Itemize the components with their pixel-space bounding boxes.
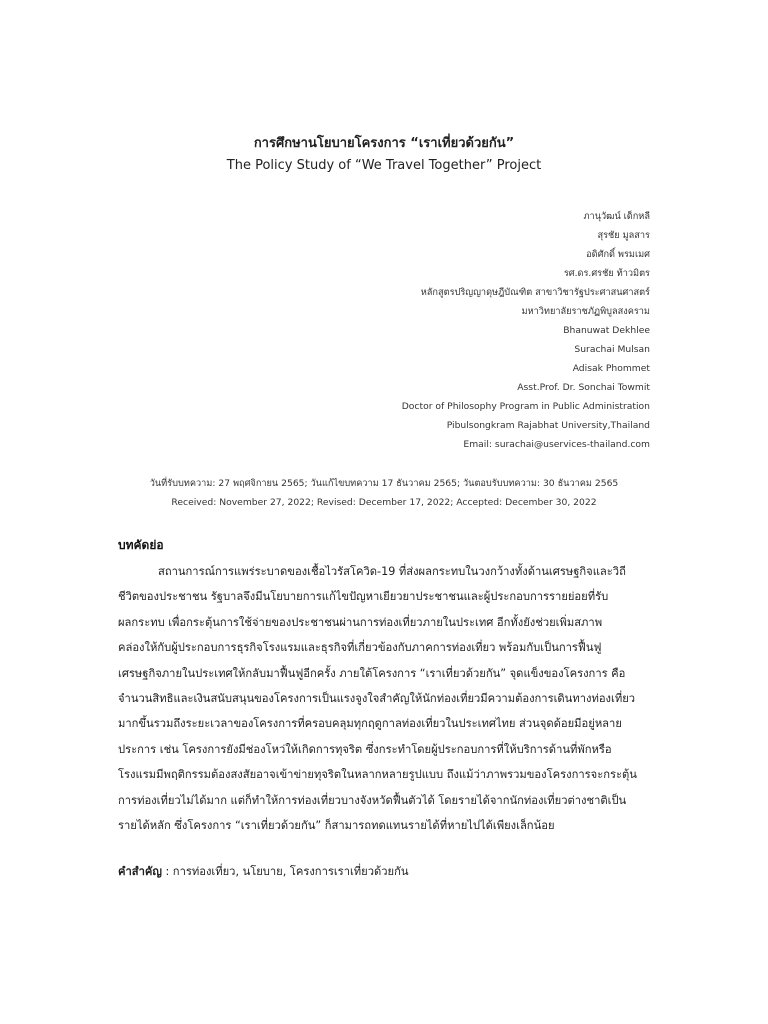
author-line: Asst.Prof. Dr. Sonchai Towmit [517,382,650,393]
author-line: Adisak Phommet [572,363,650,374]
dates-block [0,474,768,512]
abstract-body [118,559,652,838]
author-email: Email: surachai@uservices-thailand.com [463,439,650,450]
dates-thai: วันที่รับบทความ: 27 พฤศจิกายน 2565; วันแก้ไขบทความ 17 ธันวาคม 2565; วันตอบรับบทความ: 30 ธันวาคม 2565 [149,478,619,489]
keywords-label: คำสำคัญ [118,865,162,878]
author-line: Bhanuwat Dekhlee [563,325,650,336]
abstract-line: ผลกระทบ เพื่อกระตุ้นการใช้จ่ายของประชาชนผ่านการท่องเที่ยวภายในประเทศ อีกทั้งยังช่วยเพิ่มสภาพ [118,615,603,629]
affiliation-line: Doctor of Philosophy Program in Public Administration [401,401,650,412]
abstract-line: ประการ เช่น โครงการยังมีช่องโหว่ให้เกิดการทุจริต ซึ่งกระทำโดยผู้ประกอบการที่ให้บริการด้านที่พักหรือ [118,742,612,756]
abstract-line: เศรษฐกิจภายในประเทศให้กลับมาฟื้นฟูอีกครั้ง ภายใต้โครงการ “เราเที่ยวด้วยกัน” จุดแข็งของโครงการ คือ [118,666,626,680]
keywords-separator: : [161,865,173,878]
abstract-line: ชีวิตของประชาชน รัฐบาลจึงมีนโยบายการแก้ไขปัญหาเยียวยาประชาชนและผู้ประกอบการรายย่อยที่รับ [118,590,609,604]
title-thai: การศึกษานโยบายโครงการ “เราเที่ยวด้วยกัน” [253,136,515,151]
affiliation-line: มหาวิทยาลัยราชภัฏพิบูลสงคราม [521,306,650,317]
dates-english: Received: November 27, 2022; Revised: December 17, 2022; Accepted: December 30, 2022 [171,497,597,508]
abstract-line: สถานการณ์การแพร่ระบาดของเชื้อไวรัสโควิด-19 ที่ส่งผลกระทบในวงกว้างทั้งด้านเศรษฐกิจและวิถี [158,565,626,578]
author-line: Surachai Mulsan [574,344,650,355]
affiliation-line: หลักสูตรปริญญาดุษฎีบัณฑิต สาขาวิชารัฐประศาสนศาสตร์ [420,287,650,298]
keywords-line [118,862,409,880]
abstract-line: การท่องเที่ยวไม่ได้มาก แต่ก็ทำให้การท่องเที่ยวบางจังหวัดฟื้นตัวได้ โดยรายได้จากนักท่องเที่ยวต่างชาติเป็น [118,793,627,807]
abstract-line: คล่องให้กับผู้ประกอบการธุรกิจโรงแรมและธุรกิจที่เกี่ยวข้องกับภาคการท่องเที่ยว พร้อมกับเป็นการฟื้นฟู [118,641,602,655]
abstract-line: มากขึ้นรวมถึงระยะเวลาของโครงการที่ครอบคลุมทุกฤดูกาลท่องเที่ยวในประเทศไทย ส่วนจุดด้อยมีอยู่หลาย [118,717,622,731]
author-line: รศ.ดร.ศรชัย ท้าวมิตร [563,268,650,279]
author-block [402,207,650,454]
title-english: The Policy Study of “We Travel Together” Project [226,158,542,173]
keywords-text: การท่องเที่ยว, นโยบาย, โครงการเราเที่ยวด้วยกัน [172,865,409,878]
abstract-line: รายได้หลัก ซึ่งโครงการ “เราเที่ยวด้วยกัน” ก็สามารถทดแทนรายได้ที่หายไปได้เพียงเล็กน้อย [118,818,555,832]
abstract-heading: บทคัดย่อ [118,538,164,552]
affiliation-line: Pibulsongkram Rajabhat University,Thailand [446,420,650,431]
author-line: ภานุวัฒน์ เด็กหลี [583,211,650,222]
abstract-line: จำนวนสิทธิและเงินสนับสนุนของโครงการเป็นแรงจูงใจสำคัญให้นักท่องเที่ยวมีความต้องการเดินทางท่องเที่ยว [118,691,636,705]
abstract-line: โรงแรมมีพฤติกรรมต้องสงสัยอาจเข้าข่ายทุจริตในหลากหลายรูปแบบ ถึงแม้ว่าภาพรวมของโครงการจะกระตุ้น [118,768,637,782]
author-line: สุรชัย มูลสาร [597,230,650,241]
author-line: อดิศักดิ์ พรมเมศ [586,249,650,260]
